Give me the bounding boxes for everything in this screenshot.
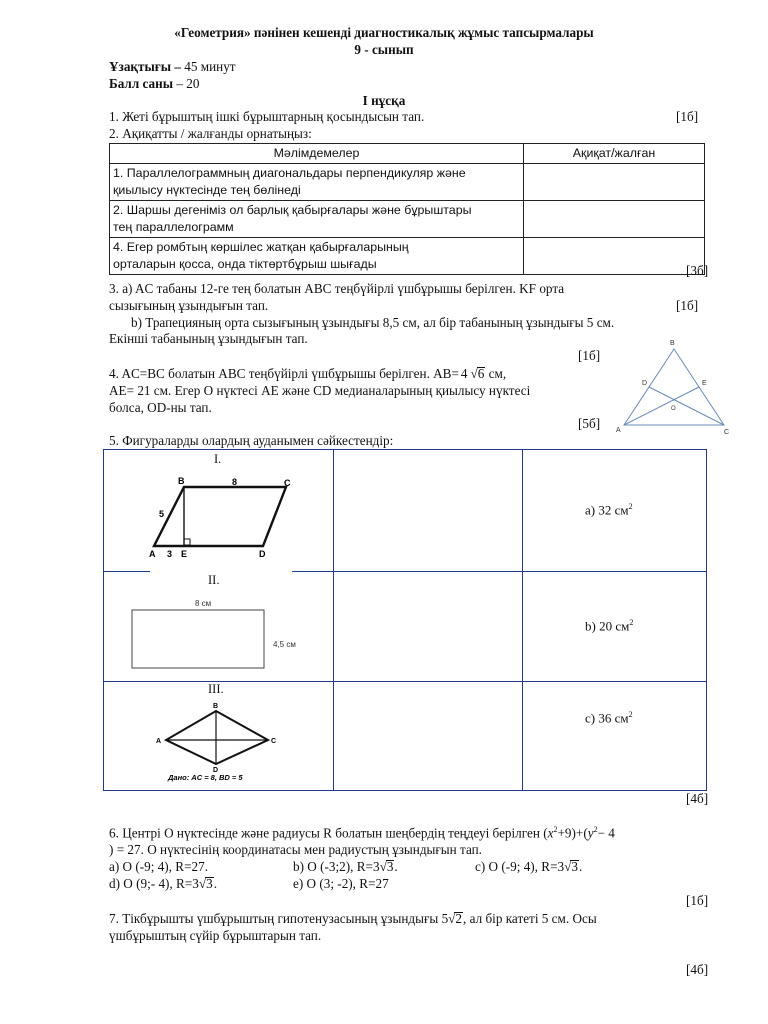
q6-line2: ) = 27. O нүктесінің координатасы мен радиустың ұзындығын тап. (109, 842, 482, 857)
q3b-line1: b) Трапецияның орта сызығының ұзындығы 8,5 см, ал бір табанының ұзындығы 5 см. (131, 315, 615, 330)
q5-points: [4б] (686, 791, 709, 806)
label-D: D (642, 380, 648, 387)
figure-1-label: I. (214, 452, 222, 466)
answer-c: c) 36 $см^2$ (585, 710, 633, 726)
answer-b: b) 20 $см^2$ (585, 618, 634, 634)
q7-line1: 7. Тікбұрышты үшбұрыштың гипотенузасының ұзындығы 5√2, ал бір катеті 5 см. Осы (109, 911, 597, 926)
p-label-top: 8 (232, 477, 238, 487)
label-O: O (671, 406, 676, 412)
q4-line3: болса, OD-ны тап. (109, 400, 212, 415)
statement-cell: 4. Егер ромбтың көршілес жатқан қабырғаларының орталарын қосса, онда тіктөртбұрыш шығады (110, 238, 524, 275)
rhombus-figure (150, 700, 290, 788)
true-false-table (109, 143, 705, 275)
q6-option-a: a) O (-9; 4), R=27. (109, 859, 208, 874)
duration-value: 45 минут (184, 59, 236, 74)
q3a-line1: 3. a) AC табаны 12-ге тең болатын ABC теңбүйірлі үшбұрышы берілген. KF орта (109, 281, 565, 296)
q6-option-b: b) O (-3;2), R=3√3. (293, 859, 398, 874)
q6-option-e: e) O (3; -2), R=27 (293, 876, 389, 891)
r-label-width: 8 см (195, 599, 212, 608)
col-answer: Ақиқат/жалған (524, 144, 705, 164)
rh-label-D: D (213, 767, 219, 774)
answer-cell[interactable] (524, 164, 705, 201)
p-label-D: D (259, 549, 266, 559)
rh-label-C: C (271, 738, 277, 745)
q6-option-c: c) O (-9; 4), R=3√3. (475, 859, 583, 874)
statement-cell: 1. Параллелограммның диагональдары перпендикуляр және қиылысу нүктесінде тең бөлінеді (110, 164, 524, 201)
q4-points: [5б] (578, 416, 601, 431)
rh-label-A: A (156, 738, 162, 745)
q3b-line2: Екінші табанының ұзындығын тап. (109, 331, 308, 346)
score-value: – 20 (176, 76, 200, 91)
q2-points: [3б] (686, 263, 709, 278)
q6-points: [1б] (686, 893, 709, 908)
variant-label: I нұсқа (362, 93, 406, 108)
duration-line (109, 59, 236, 75)
q1-points: [1б] (676, 109, 699, 124)
answer-a: a) 32 $см^2$ (585, 502, 633, 518)
r-label-height: 4,5 см (273, 640, 296, 649)
page-title: «Геометрия» пәнінен кешенді диагностикалық жұмыс тапсырмалары (174, 25, 594, 40)
p-label-C: C (284, 478, 291, 488)
figure-3-label: III. (208, 682, 224, 696)
rh-label-B: B (213, 703, 219, 710)
q3a-line2: сызығының ұзындығын тап. (109, 298, 269, 313)
answer-cell[interactable] (524, 201, 705, 238)
duration-label: Ұзақтығы – (109, 59, 181, 74)
q6-option-d: d) O (9;- 4), R=3√3. (109, 876, 217, 891)
q7-line2: үшбұрыштың сүйір бұрыштарын тап. (109, 928, 322, 943)
p-label-A: A (149, 549, 156, 559)
table-row (110, 238, 705, 275)
score-label: Балл саны (109, 76, 174, 91)
q4-line2: AE= 21 см. Егер O нүктесі AE және CD медианаларының қиылысу нүктесі (109, 383, 531, 398)
q2-text: 2. Ақиқатты / жалғанды орнатыңыз: (109, 126, 312, 141)
rectangle-figure (125, 592, 310, 674)
table-row (110, 164, 705, 201)
q5-text: 5. Фигураларды олардың ауданымен сәйкестендір: (109, 433, 394, 448)
label-C: C (724, 429, 730, 436)
label-E: E (702, 380, 707, 387)
table-row (110, 201, 705, 238)
grade-label: 9 - сынып (354, 42, 414, 57)
label-A: A (616, 427, 621, 434)
q7-points: [4б] (686, 962, 709, 977)
col-statements: Мәлімдемелер (110, 144, 524, 164)
q4-line1: 4. AC=BC болатын ABC теңбүйірлі үшбұрышы берілген. AB= 4 √6 см, (109, 366, 507, 381)
q1-text: 1. Жеті бұрыштың ішкі бұрыштарның қосындысын тап. (109, 109, 425, 124)
p-label-base: 3 (167, 549, 173, 559)
p-label-E: E (181, 549, 188, 559)
figure-2-label: II. (208, 573, 220, 587)
table-header-row (110, 144, 705, 164)
p-label-B: B (178, 476, 185, 486)
p-label-side: 5 (159, 509, 165, 519)
score-line (109, 76, 199, 92)
q3b-points: [1б] (578, 348, 601, 363)
q6-line1: 6. Центрі O нүктесінде және радиусы R болатын шеңбердің теңдеуі берілген $(x^2+9)+(y^2- 4$ (109, 825, 615, 841)
label-B: B (670, 340, 675, 347)
parallelogram-figure (146, 472, 296, 562)
q3a-points: [1б] (676, 298, 699, 313)
triangle-figure (612, 336, 732, 436)
statement-cell: 2. Шаршы дегеніміз ол барлық қабырғалары және бұрыштары тең параллелограмм (110, 201, 524, 238)
rh-given: Дано: AC = 8, BD = 5 (168, 773, 243, 782)
answer-cell[interactable] (524, 238, 705, 275)
